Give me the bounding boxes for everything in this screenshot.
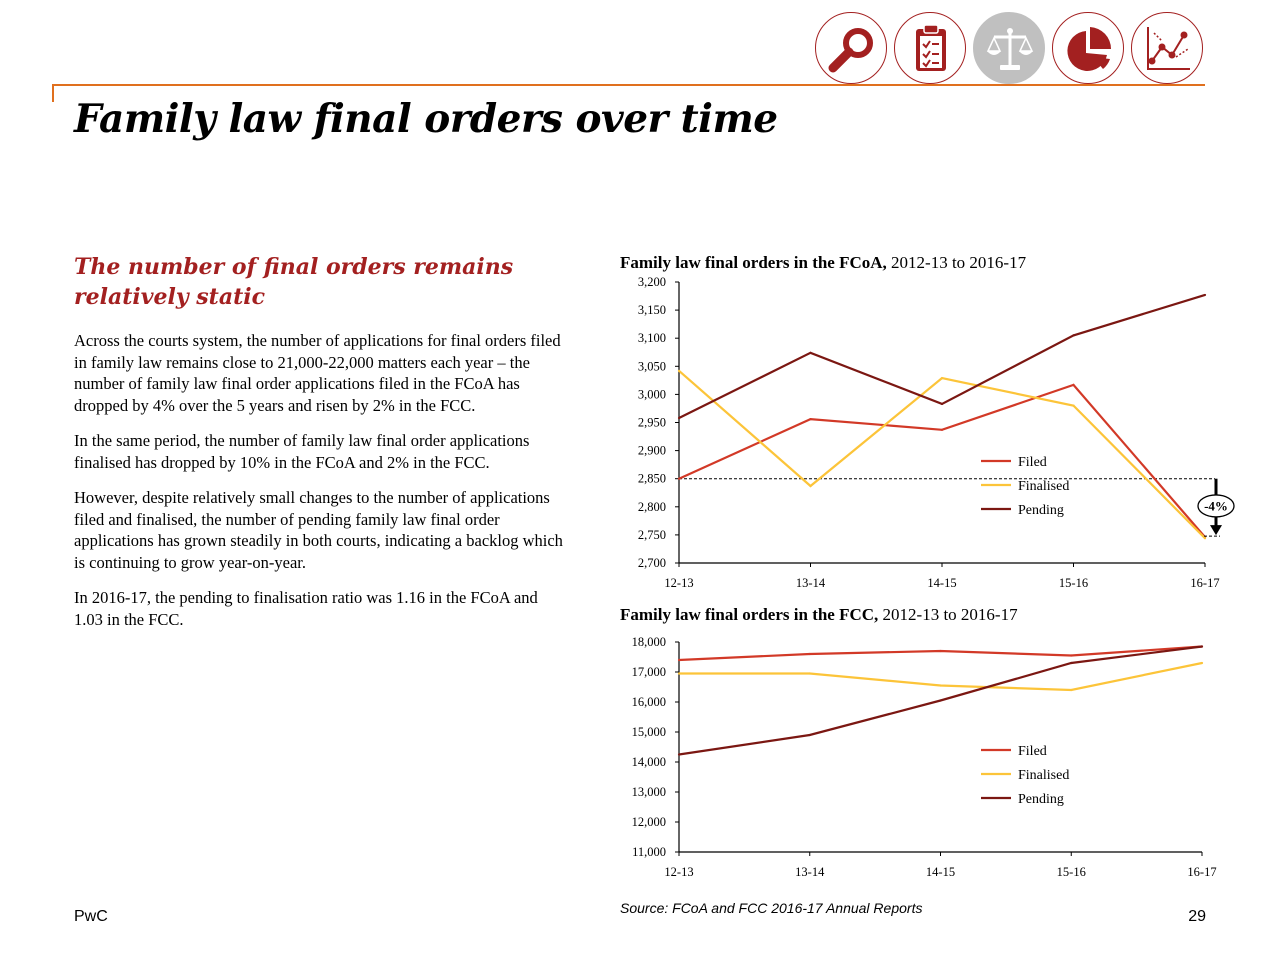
source-note: Source: FCoA and FCC 2016-17 Annual Reports xyxy=(620,900,923,916)
section-icon-bar xyxy=(815,10,1210,86)
legend-label-pending: Pending xyxy=(1018,792,1064,807)
data-point-filed xyxy=(809,418,811,420)
data-point-finalised xyxy=(1204,537,1206,539)
data-point-finalised xyxy=(1070,689,1072,691)
x-tick-label: 16-17 xyxy=(1187,865,1217,879)
data-point-finalised xyxy=(809,485,811,487)
y-tick-label: 3,150 xyxy=(637,303,666,318)
y-tick-label: 3,200 xyxy=(637,275,666,289)
page-number: 29 xyxy=(1188,908,1206,925)
x-tick-label: 13-14 xyxy=(795,576,826,590)
data-point-filed xyxy=(939,650,941,652)
x-tick-label: 12-13 xyxy=(664,865,694,879)
y-tick-label: 18,000 xyxy=(631,635,666,649)
y-tick-label: 2,750 xyxy=(637,527,666,542)
y-tick-label: 17,000 xyxy=(631,665,666,679)
y-tick-label: 2,900 xyxy=(637,443,666,458)
footer-brand: PwC xyxy=(74,908,108,925)
data-point-pending xyxy=(941,403,943,405)
x-tick-label: 15-16 xyxy=(1056,865,1086,879)
x-tick-label: 12-13 xyxy=(664,576,694,590)
data-point-pending xyxy=(678,417,680,419)
y-tick-label: 3,100 xyxy=(637,331,666,346)
commentary-paragraph: In 2016-17, the pending to finalisation ratio was 1.16 in the FCoA and 1.03 in the FCC. xyxy=(74,588,538,629)
chart-fcc-title-sub: 2012-13 to 2016-17 xyxy=(882,605,1018,624)
header-rule xyxy=(52,84,1205,86)
x-tick-label: 15-16 xyxy=(1058,576,1089,590)
y-tick-label: 2,800 xyxy=(637,499,666,514)
y-tick-label: 3,000 xyxy=(637,387,666,402)
data-point-pending xyxy=(939,699,941,701)
data-point-filed xyxy=(678,659,680,661)
data-point-pending xyxy=(678,753,680,755)
data-point-pending xyxy=(809,352,811,354)
data-point-finalised xyxy=(1201,662,1203,664)
data-point-pending xyxy=(1072,334,1074,336)
data-point-finalised xyxy=(678,672,680,674)
x-tick-label: 14-15 xyxy=(925,865,956,879)
pie-chart-icon[interactable] xyxy=(1052,12,1124,84)
y-tick-label: 12,000 xyxy=(631,815,666,829)
magnifier-icon[interactable] xyxy=(815,12,887,84)
data-point-finalised xyxy=(1072,405,1074,407)
chart-fcc-title-main: Family law final orders in the FCC, xyxy=(620,605,879,624)
x-tick-label: 14-15 xyxy=(927,576,957,590)
data-point-pending xyxy=(1070,662,1072,664)
x-tick-label: 16-17 xyxy=(1190,576,1220,590)
chart-fcoa-title-sub: 2012-13 to 2016-17 xyxy=(891,253,1027,272)
data-point-filed xyxy=(678,478,680,480)
chart-fcc xyxy=(600,632,1250,892)
series-line-filed xyxy=(679,385,1205,537)
annotation-arrow-head xyxy=(1210,525,1222,535)
annotation-label: -4% xyxy=(1204,498,1228,514)
page-title: Family law final orders over time xyxy=(74,96,778,142)
data-point-filed xyxy=(1070,654,1072,656)
legend-label-filed: Filed xyxy=(1018,744,1047,759)
y-tick-label: 3,050 xyxy=(637,359,666,374)
y-tick-label: 14,000 xyxy=(631,755,666,769)
legend-label-finalised: Finalised xyxy=(1018,768,1070,783)
chart-fcoa xyxy=(600,276,1250,596)
y-tick-label: 13,000 xyxy=(631,785,666,799)
commentary-column xyxy=(74,252,569,644)
commentary-paragraph: However, despite relatively small changes to the number of applications filed and finalised, the number of pending family law final order applications has grown steadily in both courts, indicating a backlog which is continuing to grow year-on-year. xyxy=(74,488,563,572)
commentary-paragraph: In the same period, the number of family law final order applications finalised has dropped by 10% in the FCoA and 2% in the FCC. xyxy=(74,431,530,472)
data-point-filed xyxy=(809,653,811,655)
chart-fcoa-title-main: Family law final orders in the FCoA, xyxy=(620,253,887,272)
data-point-finalised xyxy=(678,370,680,372)
clipboard-check-icon[interactable] xyxy=(894,12,966,84)
series-line-finalised xyxy=(679,371,1205,538)
y-tick-label: 16,000 xyxy=(631,695,666,709)
y-tick-label: 11,000 xyxy=(632,845,666,859)
commentary-heading: The number of final orders remains relatively static xyxy=(74,254,514,310)
data-point-filed xyxy=(1072,384,1074,386)
data-point-pending xyxy=(1204,294,1206,296)
y-tick-label: 2,850 xyxy=(637,471,666,486)
header-rule-corner xyxy=(52,84,54,102)
y-tick-label: 2,700 xyxy=(637,556,666,570)
data-point-pending xyxy=(1201,645,1203,647)
commentary-paragraph: Across the courts system, the number of applications for final orders filed in family law remains close to 21,000-22,000 matters each year – the number of family law final order applications filed in the FCoA has dropped by 4% over the 5 years and risen by 2% in the FCC. xyxy=(74,331,561,415)
chart-fcc-title xyxy=(620,605,1018,625)
line-chart-icon[interactable] xyxy=(1131,12,1203,84)
data-point-finalised xyxy=(939,684,941,686)
data-point-finalised xyxy=(809,672,811,674)
data-point-pending xyxy=(809,734,811,736)
series-line-filed xyxy=(679,647,1202,661)
data-point-filed xyxy=(941,429,943,431)
legend-label-pending: Pending xyxy=(1018,503,1064,518)
chart-fcoa-title xyxy=(620,253,1026,273)
y-tick-label: 2,950 xyxy=(637,415,666,430)
series-line-pending xyxy=(679,295,1205,418)
scales-icon[interactable] xyxy=(973,12,1045,84)
y-tick-label: 15,000 xyxy=(631,725,666,739)
data-point-finalised xyxy=(941,377,943,379)
x-tick-label: 13-14 xyxy=(795,865,825,879)
legend-label-finalised: Finalised xyxy=(1018,479,1070,494)
legend-label-filed: Filed xyxy=(1018,455,1047,470)
